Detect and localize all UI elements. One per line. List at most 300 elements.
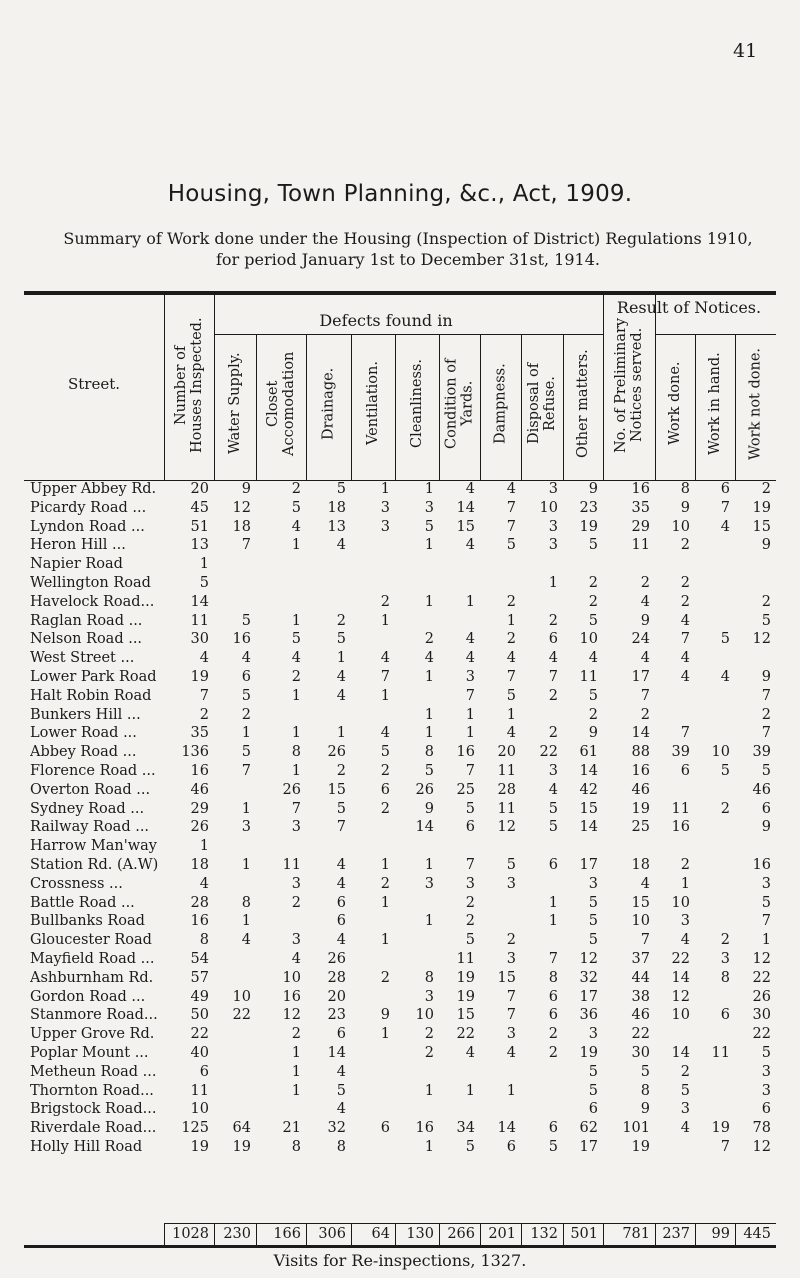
cell-notdone: 3	[761, 1063, 771, 1080]
cell-dampness: 4	[506, 725, 516, 742]
cell-refuse: 1	[548, 913, 558, 930]
cell-notices: 10	[631, 913, 650, 930]
street-name: Bullbanks Road	[30, 913, 145, 930]
table-row	[24, 1138, 776, 1157]
cell-drainage: 4	[336, 537, 346, 554]
col-header-line: Accomodation	[281, 351, 297, 456]
cell-yards: 7	[465, 856, 475, 873]
cell-cleanliness: 14	[415, 819, 434, 836]
page-title: Housing, Town Planning, &c., Act, 1909.	[167, 181, 633, 207]
cell-drainage: 7	[336, 819, 346, 836]
cell-closet: 8	[291, 1138, 301, 1155]
cell-ventilation: 1	[380, 687, 390, 704]
cell-houses: 35	[190, 725, 209, 742]
cell-houses: 125	[181, 1120, 209, 1137]
cell-houses: 11	[190, 612, 209, 629]
total-drainage: 306	[318, 1226, 346, 1242]
cell-yards: 3	[465, 875, 475, 892]
cell-yards: 4	[465, 1044, 475, 1061]
cell-refuse: 2	[548, 612, 558, 629]
cell-closet: 3	[291, 875, 301, 892]
cell-refuse: 3	[548, 518, 558, 535]
col-header-line: Ventilation.	[365, 361, 381, 446]
cell-houses: 6	[199, 1063, 209, 1080]
cell-dampness: 7	[506, 499, 516, 516]
cell-closet: 1	[291, 725, 301, 742]
cell-houses: 16	[190, 762, 209, 779]
cell-notices: 35	[631, 499, 650, 516]
cell-notices: 19	[631, 800, 650, 817]
cell-yards: 4	[465, 631, 475, 648]
cell-closet: 16	[282, 988, 301, 1005]
cell-drainage: 4	[336, 1063, 346, 1080]
col-header-ventilation	[351, 337, 395, 470]
cell-done: 12	[671, 988, 690, 1005]
cell-cleanliness: 1	[424, 593, 434, 610]
street-name: Heron Hill ...	[30, 537, 126, 554]
cell-notdone: 12	[752, 1138, 771, 1155]
cell-inhand: 5	[720, 631, 730, 648]
cell-ventilation: 1	[380, 1026, 390, 1043]
cell-houses: 40	[190, 1044, 209, 1061]
cell-cleanliness: 1	[424, 913, 434, 930]
cell-notdone: 22	[752, 1026, 771, 1043]
cell-done: 9	[680, 499, 690, 516]
cell-notdone: 26	[752, 988, 771, 1005]
cell-other: 11	[579, 668, 598, 685]
visits-note: Visits for Re-inspections, 1327.	[273, 1251, 527, 1270]
street-name: Holly Hill Road	[30, 1138, 143, 1155]
cell-ventilation: 6	[380, 1120, 390, 1137]
cell-notices: 101	[622, 1120, 650, 1137]
cell-notdone: 15	[752, 518, 771, 535]
cell-refuse: 7	[548, 668, 558, 685]
cell-drainage: 6	[336, 913, 346, 930]
cell-yards: 7	[465, 762, 475, 779]
cell-notices: 9	[640, 612, 650, 629]
cell-drainage: 26	[327, 950, 346, 967]
street-name: Upper Grove Rd.	[30, 1026, 155, 1043]
cell-cleanliness: 9	[424, 800, 434, 817]
cell-water: 2	[241, 706, 251, 723]
table-row	[24, 894, 776, 913]
cell-water: 22	[232, 1007, 251, 1024]
cell-water: 19	[232, 1138, 251, 1155]
cell-water: 7	[241, 762, 251, 779]
cell-ventilation: 1	[380, 612, 390, 629]
street-name: Battle Road ...	[30, 894, 135, 911]
col-header-line: Closet	[265, 380, 281, 427]
cell-refuse: 4	[548, 781, 558, 798]
cell-dampness: 4	[506, 481, 516, 497]
cell-inhand: 6	[720, 481, 730, 497]
cell-cleanliness: 1	[424, 1082, 434, 1099]
cell-drainage: 13	[327, 518, 346, 535]
cell-notices: 88	[631, 744, 650, 761]
cell-done: 8	[680, 481, 690, 497]
cell-yards: 1	[465, 1082, 475, 1099]
cell-water: 7	[241, 537, 251, 554]
cell-ventilation: 6	[380, 781, 390, 798]
cell-drainage: 20	[327, 988, 346, 1005]
cell-inhand: 6	[720, 1007, 730, 1024]
cell-dampness: 1	[506, 1082, 516, 1099]
cell-drainage: 32	[327, 1120, 346, 1137]
cell-drainage: 4	[336, 856, 346, 873]
cell-ventilation: 9	[380, 1007, 390, 1024]
cell-refuse: 1	[548, 574, 558, 591]
col-header-notices	[603, 300, 655, 470]
cell-ventilation: 2	[380, 969, 390, 986]
table-row	[24, 536, 776, 555]
cell-notices: 14	[631, 725, 650, 742]
cell-notdone: 12	[752, 950, 771, 967]
cell-ventilation: 3	[380, 499, 390, 516]
cell-notdone: 5	[761, 1044, 771, 1061]
cell-yards: 34	[456, 1120, 475, 1137]
cell-yards: 6	[465, 819, 475, 836]
cell-cleanliness: 1	[424, 537, 434, 554]
cell-other: 5	[588, 537, 598, 554]
cell-other: 15	[579, 800, 598, 817]
cell-done: 14	[671, 969, 690, 986]
col-header-inhand	[695, 337, 735, 470]
street-name: Halt Robin Road	[30, 687, 152, 704]
cell-other: 9	[588, 481, 598, 497]
cell-houses: 19	[190, 668, 209, 685]
cell-houses: 49	[190, 988, 209, 1005]
total-houses: 1028	[172, 1226, 209, 1242]
cell-yards: 5	[465, 932, 475, 949]
cell-dampness: 7	[506, 988, 516, 1005]
cell-closet: 2	[291, 1026, 301, 1043]
cell-dampness: 5	[506, 856, 516, 873]
cell-houses: 14	[190, 593, 209, 610]
cell-yards: 3	[465, 668, 475, 685]
cell-cleanliness: 1	[424, 668, 434, 685]
cell-dampness: 7	[506, 518, 516, 535]
cell-cleanliness: 1	[424, 481, 434, 497]
cell-refuse: 7	[548, 950, 558, 967]
cell-yards: 5	[465, 800, 475, 817]
col-header-line: Yards.	[459, 380, 476, 427]
cell-dampness: 20	[497, 744, 516, 761]
cell-notdone: 78	[752, 1120, 771, 1137]
street-name: Florence Road ...	[30, 762, 156, 779]
cell-water: 1	[241, 725, 251, 742]
table-row	[24, 518, 776, 537]
cell-done: 4	[680, 932, 690, 949]
cell-refuse: 3	[548, 481, 558, 497]
table-row	[24, 499, 776, 518]
cell-other: 19	[579, 518, 598, 535]
cell-water: 16	[232, 631, 251, 648]
cell-closet: 1	[291, 537, 301, 554]
header-street: Street.	[67, 375, 121, 393]
cell-other: 14	[579, 762, 598, 779]
table-row	[24, 480, 776, 499]
cell-other: 32	[579, 969, 598, 986]
cell-other: 23	[579, 499, 598, 516]
table-row	[24, 950, 776, 969]
total-refuse: 132	[530, 1226, 558, 1242]
table-bottom-rule	[24, 1245, 776, 1248]
cell-inhand: 19	[711, 1120, 730, 1137]
cell-yards: 22	[456, 1026, 475, 1043]
cell-notdone: 2	[761, 706, 771, 723]
table-row	[24, 781, 776, 800]
cell-notices: 25	[631, 819, 650, 836]
cell-cleanliness: 1	[424, 725, 434, 742]
totals-row	[24, 1224, 776, 1244]
cell-houses: 26	[190, 819, 209, 836]
cell-done: 10	[671, 518, 690, 535]
cell-refuse: 6	[548, 631, 558, 648]
total-other: 501	[570, 1226, 598, 1242]
cell-yards: 4	[465, 481, 475, 497]
cell-done: 7	[680, 725, 690, 742]
cell-notices: 5	[640, 1063, 650, 1080]
cell-ventilation: 1	[380, 894, 390, 911]
cell-yards: 1	[465, 706, 475, 723]
cell-other: 10	[579, 631, 598, 648]
cell-water: 1	[241, 856, 251, 873]
cell-houses: 57	[190, 969, 209, 986]
street-name: Gordon Road ...	[30, 988, 146, 1005]
cell-notdone: 22	[752, 969, 771, 986]
cell-dampness: 7	[506, 1007, 516, 1024]
col-header-cleanliness	[395, 337, 439, 470]
table-row	[24, 1119, 776, 1138]
cell-closet: 2	[291, 894, 301, 911]
cell-closet: 26	[282, 781, 301, 798]
col-header-houses	[164, 300, 214, 470]
cell-other: 36	[579, 1007, 598, 1024]
data-rows	[24, 480, 776, 1157]
cell-houses: 4	[199, 875, 209, 892]
cell-drainage: 6	[336, 894, 346, 911]
cell-done: 39	[671, 744, 690, 761]
cell-notdone: 5	[761, 612, 771, 629]
cell-notdone: 6	[761, 1101, 771, 1118]
cell-inhand: 7	[720, 499, 730, 516]
cell-drainage: 5	[336, 800, 346, 817]
cell-done: 14	[671, 1044, 690, 1061]
cell-notdone: 12	[752, 631, 771, 648]
cell-water: 64	[232, 1120, 251, 1137]
cell-other: 5	[588, 894, 598, 911]
cell-refuse: 2	[548, 725, 558, 742]
col-header-refuse	[521, 337, 563, 470]
col-header-line: Other matters.	[575, 349, 591, 458]
cell-refuse: 5	[548, 819, 558, 836]
cell-refuse: 2	[548, 1026, 558, 1043]
table-row	[24, 931, 776, 950]
total-done: 237	[662, 1226, 690, 1242]
table-row	[24, 687, 776, 706]
cell-drainage: 4	[336, 1101, 346, 1118]
cell-done: 2	[680, 1063, 690, 1080]
col-header-line: Work in hand.	[707, 352, 723, 455]
street-name: Upper Abbey Rd.	[30, 481, 157, 497]
cell-dampness: 2	[506, 631, 516, 648]
cell-done: 2	[680, 574, 690, 591]
cell-cleanliness: 3	[424, 875, 434, 892]
street-name: Napier Road	[30, 556, 123, 573]
total-cleanliness: 130	[406, 1226, 434, 1242]
cell-done: 6	[680, 762, 690, 779]
cell-houses: 136	[181, 744, 209, 761]
cell-closet: 1	[291, 1082, 301, 1099]
cell-water: 1	[241, 913, 251, 930]
cell-notdone: 19	[752, 499, 771, 516]
cell-houses: 28	[190, 894, 209, 911]
cell-dampness: 3	[506, 1026, 516, 1043]
cell-done: 11	[671, 800, 690, 817]
cell-done: 4	[680, 650, 690, 667]
cell-dampness: 28	[497, 781, 516, 798]
cell-other: 5	[588, 612, 598, 629]
cell-notdone: 6	[761, 800, 771, 817]
cell-notdone: 46	[752, 781, 771, 798]
cell-refuse: 4	[548, 650, 558, 667]
cell-notices: 15	[631, 894, 650, 911]
cell-yards: 19	[456, 988, 475, 1005]
cell-done: 4	[680, 668, 690, 685]
table-row	[24, 1006, 776, 1025]
cell-drainage: 18	[327, 499, 346, 516]
header-result-group: Result of Notices.	[616, 298, 762, 317]
cell-drainage: 5	[336, 631, 346, 648]
cell-yards: 1	[465, 725, 475, 742]
cell-houses: 18	[190, 856, 209, 873]
cell-notdone: 7	[761, 687, 771, 704]
cell-water: 5	[241, 612, 251, 629]
cell-notices: 44	[631, 969, 650, 986]
cell-dampness: 6	[506, 1138, 516, 1155]
cell-closet: 11	[282, 856, 301, 873]
col-header-line: Refuse.	[542, 376, 558, 431]
table-row	[24, 969, 776, 988]
cell-yards: 7	[465, 687, 475, 704]
cell-ventilation: 1	[380, 932, 390, 949]
cell-done: 10	[671, 894, 690, 911]
cell-refuse: 8	[548, 969, 558, 986]
cell-drainage: 1	[336, 725, 346, 742]
cell-refuse: 3	[548, 537, 558, 554]
cell-closet: 3	[291, 819, 301, 836]
street-name: Nelson Road ...	[30, 631, 143, 648]
table-row	[24, 1044, 776, 1063]
cell-drainage: 23	[327, 1007, 346, 1024]
cell-drainage: 26	[327, 744, 346, 761]
cell-notices: 29	[631, 518, 650, 535]
cell-notdone: 2	[761, 593, 771, 610]
table-row	[24, 818, 776, 837]
table-row	[24, 800, 776, 819]
cell-ventilation: 2	[380, 762, 390, 779]
cell-drainage: 2	[336, 612, 346, 629]
cell-other: 2	[588, 706, 598, 723]
cell-drainage: 2	[336, 762, 346, 779]
cell-cleanliness: 1	[424, 856, 434, 873]
cell-water: 18	[232, 518, 251, 535]
cell-other: 14	[579, 819, 598, 836]
cell-houses: 4	[199, 650, 209, 667]
cell-other: 12	[579, 950, 598, 967]
cell-houses: 10	[190, 1101, 209, 1118]
street-name: Lower Park Road	[30, 668, 157, 685]
cell-done: 10	[671, 1007, 690, 1024]
cell-closet: 3	[291, 932, 301, 949]
table-top-rule	[24, 291, 776, 295]
table-row	[24, 1025, 776, 1044]
cell-closet: 5	[291, 631, 301, 648]
cell-other: 5	[588, 1063, 598, 1080]
cell-notices: 7	[640, 932, 650, 949]
cell-notdone: 9	[761, 668, 771, 685]
cell-other: 19	[579, 1044, 598, 1061]
cell-inhand: 11	[711, 1044, 730, 1061]
summary-text: Summary of Work done under the Housing (Inspection of District) Regulations 1910, for period January 1st to December 31st, 1914.	[63, 229, 753, 269]
cell-notices: 8	[640, 1082, 650, 1099]
cell-cleanliness: 4	[424, 650, 434, 667]
street-name: Sydney Road ...	[30, 800, 145, 817]
cell-houses: 20	[190, 481, 209, 497]
cell-closet: 1	[291, 1044, 301, 1061]
cell-other: 42	[579, 781, 598, 798]
cell-yards: 2	[465, 894, 475, 911]
col-header-line: Disposal of	[526, 362, 542, 445]
cell-houses: 7	[199, 687, 209, 704]
cell-dampness: 1	[506, 706, 516, 723]
cell-notdone: 9	[761, 537, 771, 554]
cell-dampness: 2	[506, 932, 516, 949]
street-name: Bunkers Hill ...	[30, 706, 141, 723]
cell-water: 8	[241, 894, 251, 911]
cell-closet: 7	[291, 800, 301, 817]
cell-done: 2	[680, 593, 690, 610]
cell-other: 6	[588, 1101, 598, 1118]
cell-dampness: 15	[497, 969, 516, 986]
cell-ventilation: 3	[380, 518, 390, 535]
total-yards: 266	[447, 1226, 475, 1242]
cell-inhand: 5	[720, 762, 730, 779]
table-row	[24, 837, 776, 856]
cell-cleanliness: 5	[424, 518, 434, 535]
cell-cleanliness: 8	[424, 969, 434, 986]
cell-notices: 18	[631, 856, 650, 873]
street-name: Metheun Road ...	[30, 1063, 157, 1080]
street-name: Lower Road ...	[30, 725, 137, 742]
cell-water: 4	[241, 932, 251, 949]
table-row	[24, 875, 776, 894]
cell-other: 2	[588, 593, 598, 610]
cell-closet: 8	[291, 744, 301, 761]
table-row	[24, 724, 776, 743]
cell-done: 4	[680, 1120, 690, 1137]
cell-yards: 14	[456, 499, 475, 516]
cell-notices: 4	[640, 875, 650, 892]
cell-notdone: 2	[761, 481, 771, 497]
cell-houses: 8	[199, 932, 209, 949]
cell-cleanliness: 3	[424, 499, 434, 516]
cell-houses: 16	[190, 913, 209, 930]
cell-notices: 16	[631, 481, 650, 497]
table-row	[24, 743, 776, 762]
cell-drainage: 5	[336, 481, 346, 497]
col-header-line: Notices served.	[629, 327, 645, 443]
